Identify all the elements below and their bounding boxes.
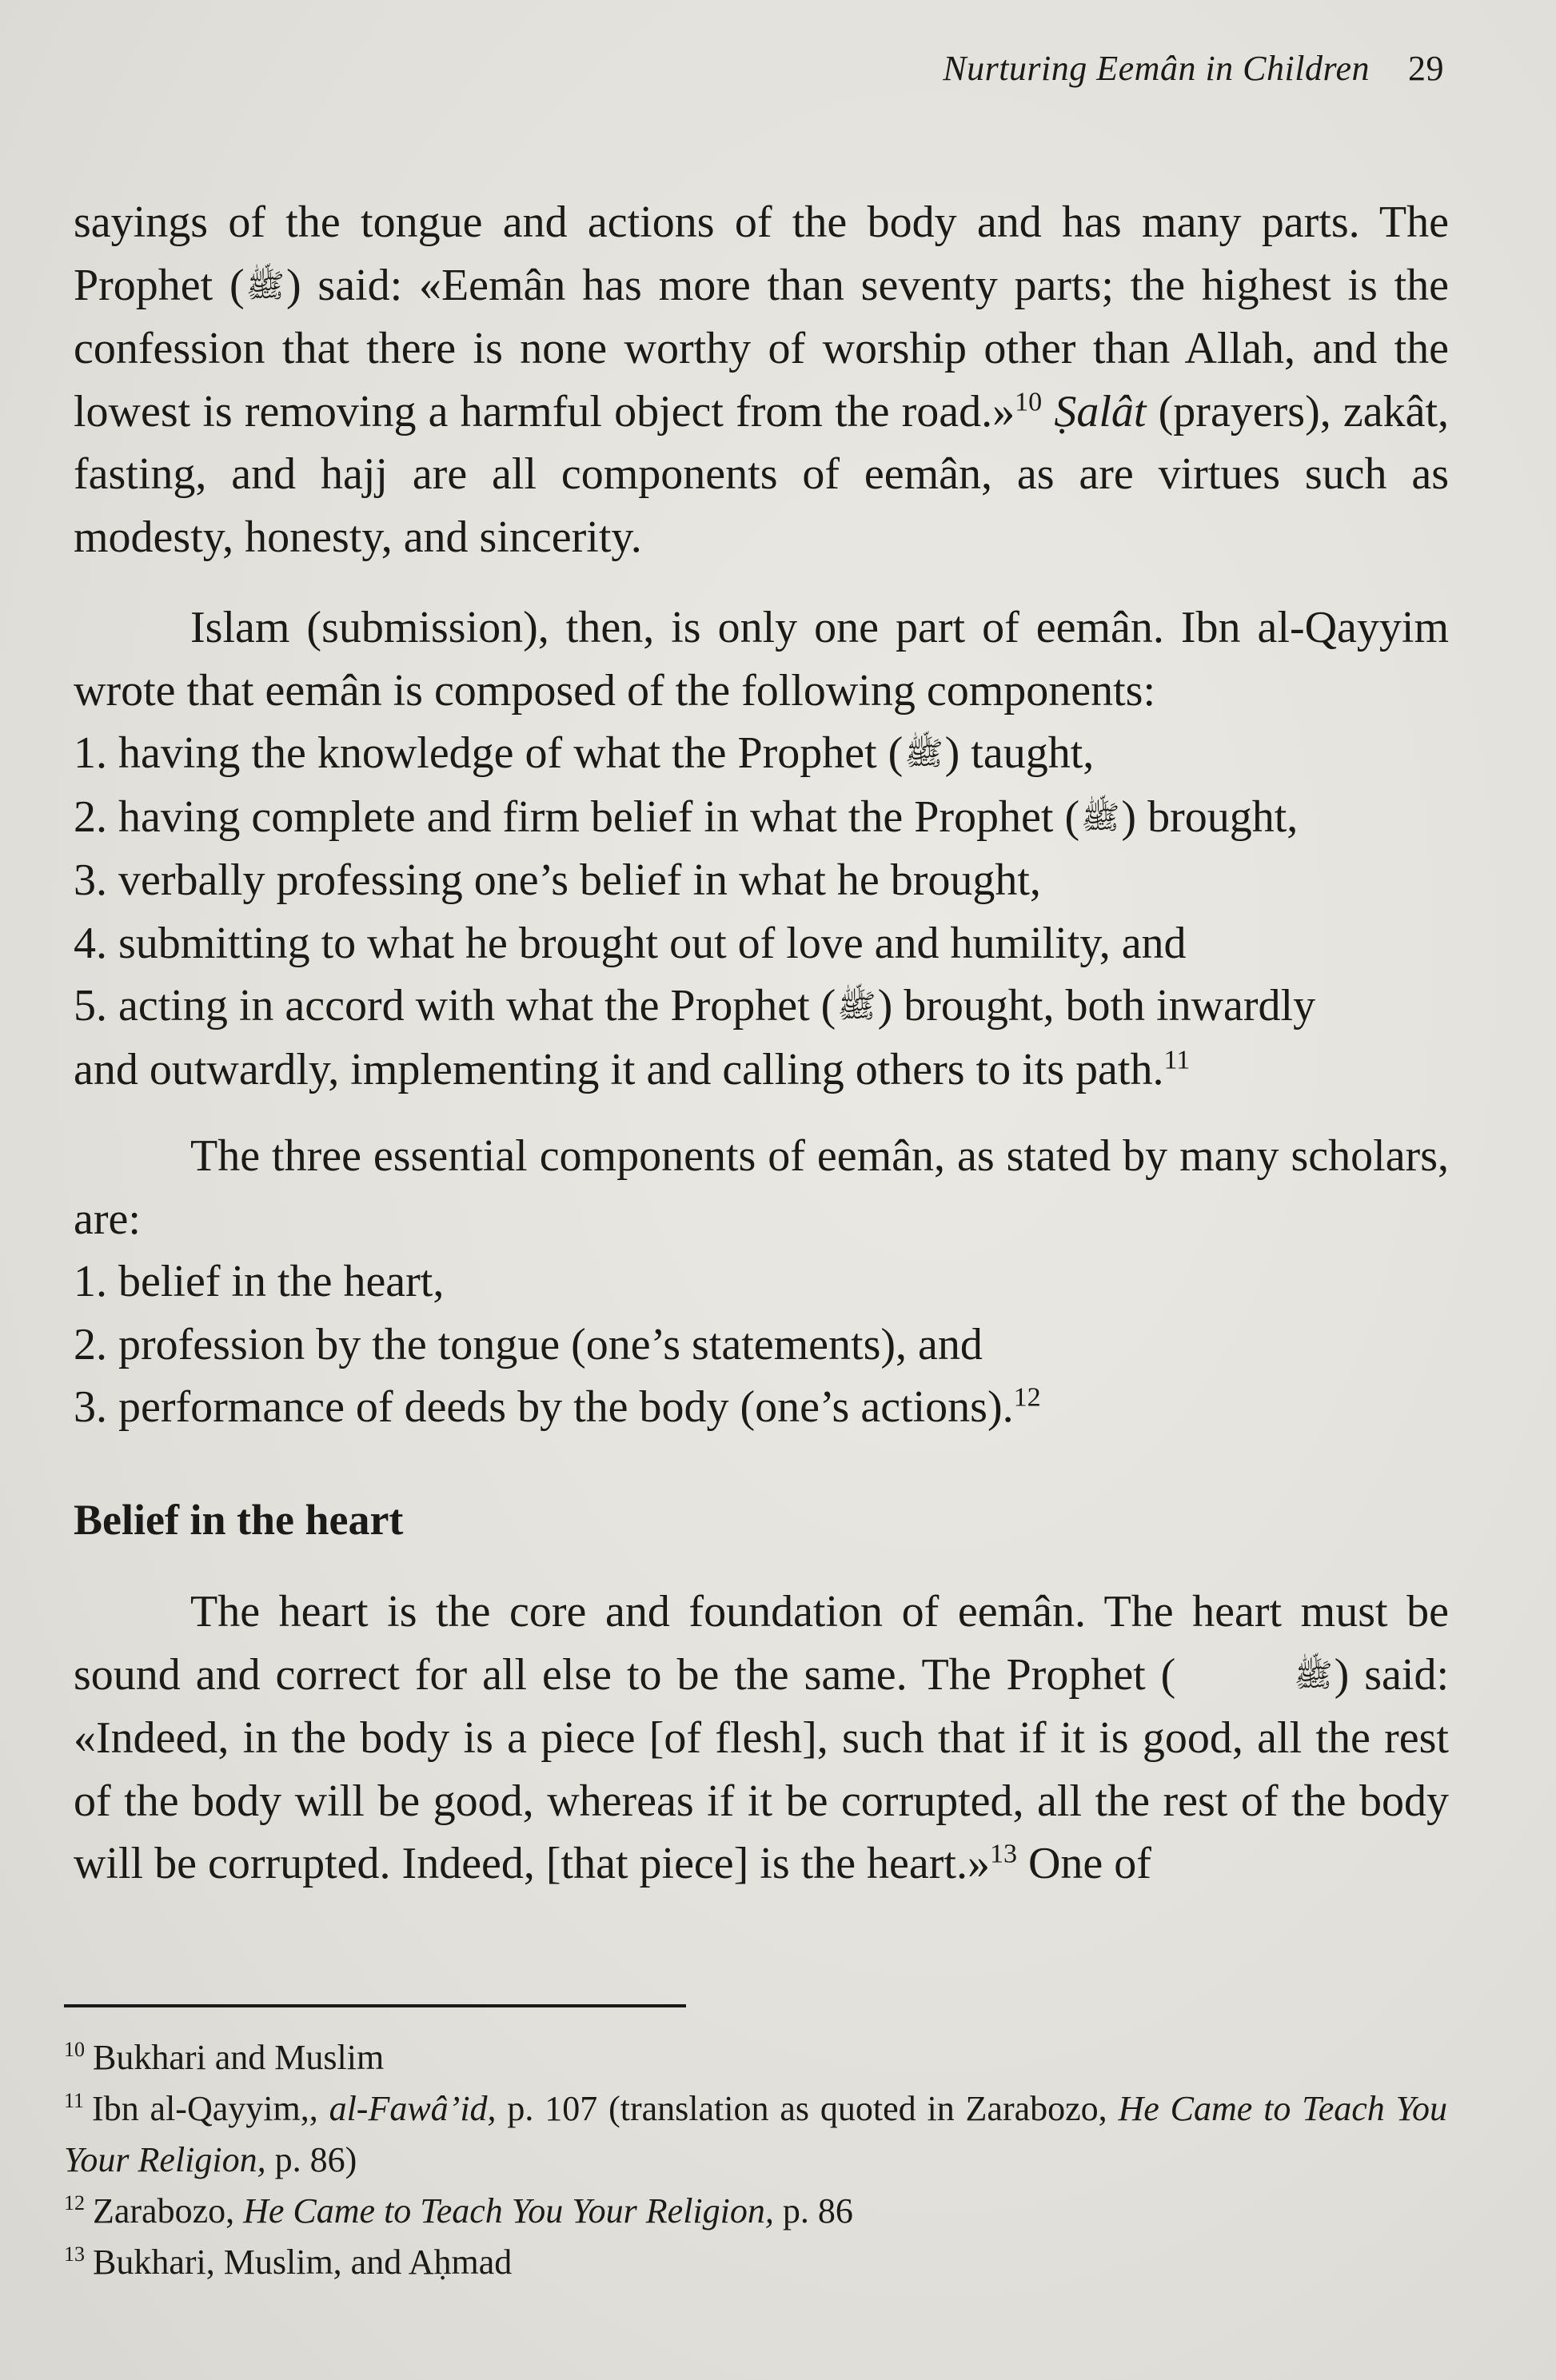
footnote (64, 2237, 1447, 2288)
text-run: 3. performance of deeds by the body (one’s actions). (74, 1382, 1014, 1432)
salat-term: Ṣalât (1054, 386, 1147, 437)
text-run: 4. submitting to what he brought out of love and humility, and (74, 918, 1187, 968)
footnote-ref: 13 (989, 1839, 1017, 1869)
pbuh-symbol: ﷺ (1081, 799, 1120, 835)
text-run: sayings of the tongue and actions of the body and has many parts. The Prophet ( (74, 197, 1449, 310)
footnote-divider (64, 2004, 686, 2007)
book-title: He Came to Teach You Your Religion, (243, 2191, 774, 2231)
footnote-text: p. 107 (translation as quoted in Zarabozo, (507, 2089, 1107, 2128)
footnote-text: Bukhari, Muslim, and Aḥmad (93, 2242, 513, 2282)
book-title: He Came to Teach You Your Religion, (64, 2089, 1448, 2179)
footnote-number: 13 (64, 2242, 85, 2266)
footnote-text: p. 86 (782, 2191, 853, 2231)
paragraph-ibn-qayyim (74, 596, 1449, 1101)
footnote-text: Zarabozo, (93, 2191, 235, 2231)
pbuh-symbol: ﷺ (245, 267, 285, 304)
book-title: al-Fawâ’id, (329, 2089, 497, 2128)
list-item (74, 975, 1449, 1039)
list-item (74, 1376, 1449, 1439)
running-head (943, 48, 1444, 89)
text-run: ) brought, both inwardly (877, 981, 1316, 1031)
footnote (64, 2186, 1447, 2237)
section-heading: Belief in the heart (74, 1496, 404, 1544)
footnote-text: Bukhari and Muslim (93, 2038, 385, 2077)
text-run: ) said: «Indeed, in the body is a piece [of flesh], such that if it is good, all the rest of the body will be good, whereas if it be corrupted, all the rest of the body will be corrupted. Indeed, [that piece] is the heart.» (74, 1649, 1449, 1888)
text-run: 3. verbally professing one’s belief in what he brought, (74, 855, 1041, 905)
text-run: One of (1027, 1839, 1151, 1888)
list-item: 1. belief in the heart, (74, 1257, 445, 1306)
pbuh-symbol: ﷺ (837, 988, 876, 1024)
paragraph-text: The three essential components of eemân, as stated by many scholars, are: (74, 1131, 1449, 1244)
footnotes (64, 2032, 1447, 2288)
text-run: (prayers), zakât, fasting, and hajj are all components of eemân, as are virtues such as modesty, honesty, and sincerity. (74, 386, 1450, 562)
list-item (74, 849, 1449, 912)
list-item (74, 786, 1449, 850)
text-run: ) taught, (944, 728, 1095, 778)
footnote-text: Ibn al-Qayyim,, (92, 2089, 318, 2128)
footnote-text: p. 86) (274, 2140, 357, 2179)
pbuh-symbol: ﷺ (1294, 1656, 1333, 1693)
footnote (64, 2032, 1447, 2083)
text-run: 1. having the knowledge of what the Prophet ( (74, 728, 904, 778)
text-run: ) said: «Eemân has more than seventy parts; the highest is the confession that there is none worthy of worship other than Allah, and the lowest is removing a harmful object from the road.» (74, 260, 1449, 437)
paragraph-heart (74, 1581, 1449, 1896)
running-head-title: Nurturing Eemân in Children (943, 49, 1370, 88)
page-number: 29 (1408, 49, 1444, 88)
list-item (74, 912, 1449, 975)
paragraph-eeman-parts (74, 191, 1449, 568)
footnote-number: 11 (64, 2089, 85, 2112)
pbuh-symbol: ﷺ (904, 736, 944, 771)
footnote-ref: 12 (1013, 1382, 1041, 1413)
footnote (64, 2083, 1447, 2186)
paragraph-text (74, 191, 1449, 568)
list-item (74, 1039, 1449, 1102)
list-item: 2. profession by the tongue (one’s statements), and (74, 1319, 983, 1369)
paragraph-text (74, 1581, 1449, 1896)
paragraph-text: Islam (submission), then, is only one part of eemân. Ibn al-Qayyim wrote that eemân is composed of the following components: (74, 603, 1449, 716)
text-run: 5. acting in accord with what the Prophet ( (74, 981, 836, 1031)
text-run: ) brought, (1121, 791, 1299, 842)
text-run: 2. having complete and firm belief in what the Prophet ( (74, 791, 1080, 842)
footnote-number: 10 (64, 2038, 85, 2061)
footnote-ref: 10 (1015, 386, 1043, 417)
text-run: The heart is the core and foundation of eemân. The heart must be sound and correct for all else to be the same. The Prophet ( (74, 1587, 1449, 1700)
list-item (74, 722, 1449, 786)
footnote-number: 12 (64, 2191, 85, 2215)
text-run: and outwardly, implementing it and calling others to its path. (74, 1044, 1164, 1094)
footnote-ref: 11 (1163, 1044, 1191, 1074)
paragraph-three-components (74, 1125, 1449, 1439)
